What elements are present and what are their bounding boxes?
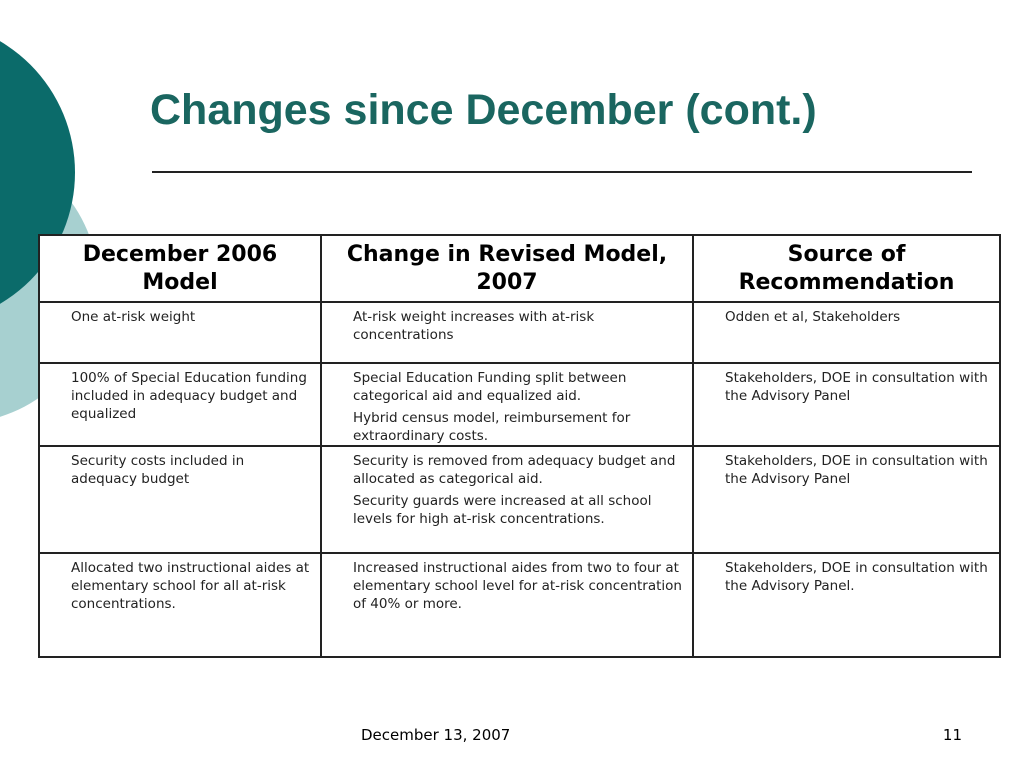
cell-text: Hybrid census model, reimbursement for extraordinary costs. — [353, 410, 631, 444]
cell-text: At-risk weight increases with at-risk concentrations — [353, 309, 595, 343]
cell-text: Increased instructional aides from two to four at elementary school level for at-risk concentration of 40% or more. — [353, 560, 682, 612]
cell-model-2006 — [39, 302, 321, 363]
cell-text: Allocated two instructional aides at elementary school for all at-risk concentrations. — [71, 560, 310, 612]
cell-source — [693, 363, 1000, 446]
cell-text: 100% of Special Education funding included in adequacy budget and equalized — [71, 370, 307, 422]
cell-change — [321, 553, 693, 657]
cell-change — [321, 302, 693, 363]
slide-title: Changes since December (cont.) — [150, 86, 817, 134]
table-row — [39, 363, 1000, 446]
cell-text: Stakeholders, DOE in consultation with the Advisory Panel — [725, 370, 988, 404]
comparison-table — [38, 234, 1001, 658]
cell-model-2006 — [39, 363, 321, 446]
cell-source — [693, 446, 1000, 553]
title-underline — [152, 171, 972, 173]
footer-date: December 13, 2007 — [361, 726, 511, 744]
cell-text: Security is removed from adequacy budget and allocated as categorical aid. — [353, 453, 676, 487]
header-source-of-recommendation: Source of Recommendation — [693, 235, 1000, 302]
cell-source — [693, 553, 1000, 657]
cell-text: Odden et al, Stakeholders — [725, 309, 901, 325]
table-row — [39, 553, 1000, 657]
cell-change — [321, 446, 693, 553]
table-header-row — [39, 235, 1000, 302]
cell-text: Security guards were increased at all school levels for high at-risk concentrations. — [353, 493, 652, 527]
cell-text: Special Education Funding split between categorical aid and equalized aid. — [353, 370, 627, 404]
cell-model-2006 — [39, 446, 321, 553]
cell-change — [321, 363, 693, 446]
header-december-2006-model: December 2006 Model — [39, 235, 321, 302]
table-row — [39, 302, 1000, 363]
cell-source — [693, 302, 1000, 363]
cell-model-2006 — [39, 553, 321, 657]
table-row — [39, 446, 1000, 553]
page-number: 11 — [942, 726, 962, 744]
cell-text: Security costs included in adequacy budget — [71, 453, 245, 487]
cell-text: Stakeholders, DOE in consultation with the Advisory Panel. — [725, 560, 988, 594]
header-change-in-revised-model: Change in Revised Model, 2007 — [321, 235, 693, 302]
cell-text: One at-risk weight — [71, 309, 196, 325]
cell-text: Stakeholders, DOE in consultation with the Advisory Panel — [725, 453, 988, 487]
